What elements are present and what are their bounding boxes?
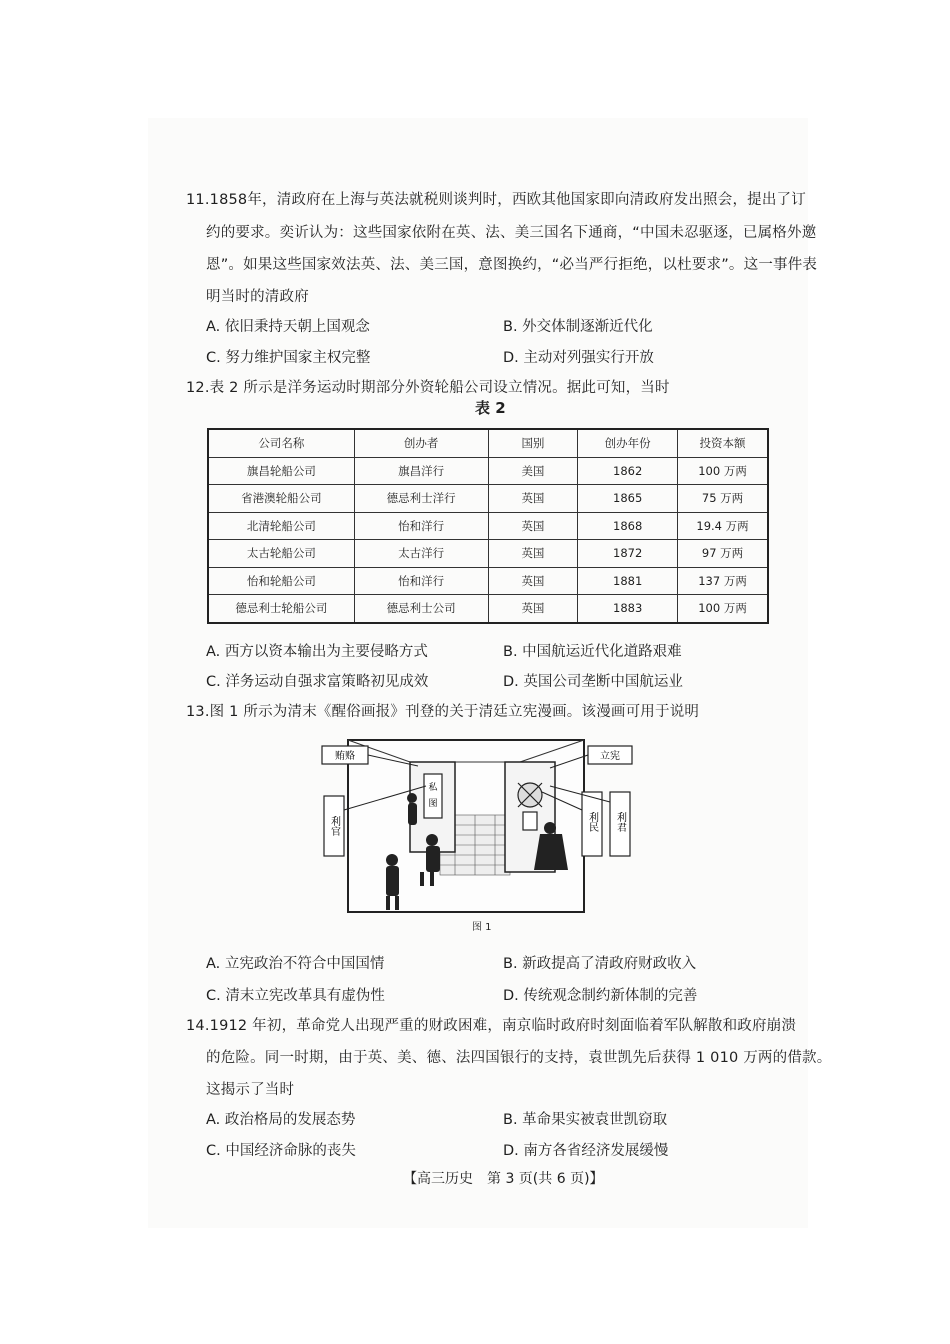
cell-founder: 旗昌洋行 — [354, 457, 488, 485]
q14-option-a[interactable]: A. 政治格局的发展态势 — [206, 1112, 356, 1128]
company-table — [207, 428, 769, 624]
cell-company: 怡和轮船公司 — [208, 567, 354, 595]
table-row — [208, 567, 768, 595]
q14-option-b[interactable]: B. 革命果实被袁世凯窃取 — [503, 1112, 668, 1128]
q12-option-d[interactable]: D. 英国公司垄断中国航运业 — [503, 674, 683, 690]
header-country: 国别 — [488, 429, 578, 457]
cell-capital: 137 万两 — [678, 567, 768, 595]
cell-company: 旗昌轮船公司 — [208, 457, 354, 485]
table-row — [208, 595, 768, 623]
header-founder: 创办者 — [354, 429, 488, 457]
cell-country: 英国 — [488, 567, 578, 595]
q12-option-c[interactable]: C. 洋务运动自强求富策略初见成效 — [206, 674, 429, 690]
cell-year: 1883 — [578, 595, 678, 623]
cell-year: 1862 — [578, 457, 678, 485]
q11-option-c[interactable]: C. 努力维护国家主权完整 — [206, 350, 371, 366]
q12-option-b[interactable]: B. 中国航运近代化道路艰难 — [503, 644, 682, 660]
q14-line-2: 的危险。同一时期，由于英、美、德、法四国银行的支持，袁世凯先后获得 1 010 万两的借款。 — [206, 1050, 832, 1066]
label-bribe: 贿赂 — [335, 751, 355, 762]
header-year: 创办年份 — [578, 429, 678, 457]
q11-option-d[interactable]: D. 主动对列强实行开放 — [503, 350, 654, 366]
q14-option-c[interactable]: C. 中国经济命脉的丧失 — [206, 1143, 356, 1159]
q14-option-d[interactable]: D. 南方各省经济发展缓慢 — [503, 1143, 669, 1159]
q13-stem: 13.图 1 所示为清末《醒俗画报》刊登的关于清廷立宪漫画。该漫画可用于说明 — [186, 704, 700, 720]
q14-line-3: 这揭示了当时 — [206, 1082, 295, 1098]
table-row — [208, 457, 768, 485]
cell-capital: 19.4 万两 — [678, 512, 768, 540]
cell-company: 德忌利士轮船公司 — [208, 595, 354, 623]
table-caption: 表 2 — [475, 399, 506, 417]
cell-country: 英国 — [488, 485, 578, 513]
q14-line-1: 14.1912 年初，革命党人出现严重的财政困难，南京临时政府时刻面临着军队解散和政府崩溃 — [186, 1018, 797, 1034]
cell-founder: 太古洋行 — [354, 540, 488, 568]
page-footer: 【高三历史 第 3 页(共 6 页)】 — [403, 1171, 604, 1187]
figure-caption: 图 1 — [472, 922, 492, 933]
svg-text:图: 图 — [428, 799, 438, 809]
cell-country: 美国 — [488, 457, 578, 485]
cartoon-figure — [320, 730, 640, 920]
q12-stem: 12.表 2 所示是洋务运动时期部分外资轮船公司设立情况。据此可知，当时 — [186, 380, 670, 396]
q13-option-b[interactable]: B. 新政提高了清政府财政收入 — [503, 956, 697, 972]
q13-option-d[interactable]: D. 传统观念制约新体制的完善 — [503, 988, 698, 1004]
cell-founder: 怡和洋行 — [354, 567, 488, 595]
q13-option-a[interactable]: A. 立宪政治不符合中国国情 — [206, 956, 385, 972]
svg-text:私: 私 — [428, 783, 438, 793]
cell-country: 英国 — [488, 595, 578, 623]
q11-line-3: 恩”。如果这些国家效法英、法、美三国，意图换约，“必当严行拒绝，以杜要求”。这一事件表 — [206, 257, 818, 273]
cell-capital: 97 万两 — [678, 540, 768, 568]
cell-company: 太古轮船公司 — [208, 540, 354, 568]
cell-country: 英国 — [488, 540, 578, 568]
q13-option-c[interactable]: C. 清末立宪改革具有虚伪性 — [206, 988, 385, 1004]
cell-capital: 100 万两 — [678, 595, 768, 623]
q12-option-a[interactable]: A. 西方以资本输出为主要侵略方式 — [206, 644, 428, 660]
q11-option-a[interactable]: A. 依旧秉持天朝上国观念 — [206, 319, 370, 335]
cell-country: 英国 — [488, 512, 578, 540]
cell-year: 1868 — [578, 512, 678, 540]
q11-line-2: 约的要求。奕䜣认为：这些国家依附在英、法、美三国名下通商，“中国未忍驱逐，已属格外邀 — [206, 225, 817, 241]
left-door-plaque — [424, 774, 442, 818]
header-company: 公司名称 — [208, 429, 354, 457]
q11-line-4: 明当时的清政府 — [206, 289, 309, 305]
cell-company: 省港澳轮船公司 — [208, 485, 354, 513]
cell-year: 1865 — [578, 485, 678, 513]
table-row — [208, 540, 768, 568]
table-row — [208, 512, 768, 540]
table-header-row — [208, 429, 768, 457]
cell-company: 北清轮船公司 — [208, 512, 354, 540]
cell-year: 1881 — [578, 567, 678, 595]
cell-year: 1872 — [578, 540, 678, 568]
cell-capital: 100 万两 — [678, 457, 768, 485]
q11-option-b[interactable]: B. 外交体制逐渐近代化 — [503, 319, 653, 335]
cell-capital: 75 万两 — [678, 485, 768, 513]
q11-line-1: 11.1858年，清政府在上海与英法就税则谈判时，西欧其他国家即向清政府发出照会，提出了订 — [186, 192, 806, 208]
cell-founder: 德忌利士公司 — [354, 595, 488, 623]
table-row — [208, 485, 768, 513]
label-constitution: 立宪 — [600, 751, 620, 762]
header-capital: 投资本额 — [678, 429, 768, 457]
label-emperor: 利君 — [614, 812, 626, 832]
cell-founder: 德忌利士洋行 — [354, 485, 488, 513]
cell-founder: 怡和洋行 — [354, 512, 488, 540]
label-people: 利民 — [586, 812, 598, 832]
label-official: 利官 — [328, 816, 340, 836]
